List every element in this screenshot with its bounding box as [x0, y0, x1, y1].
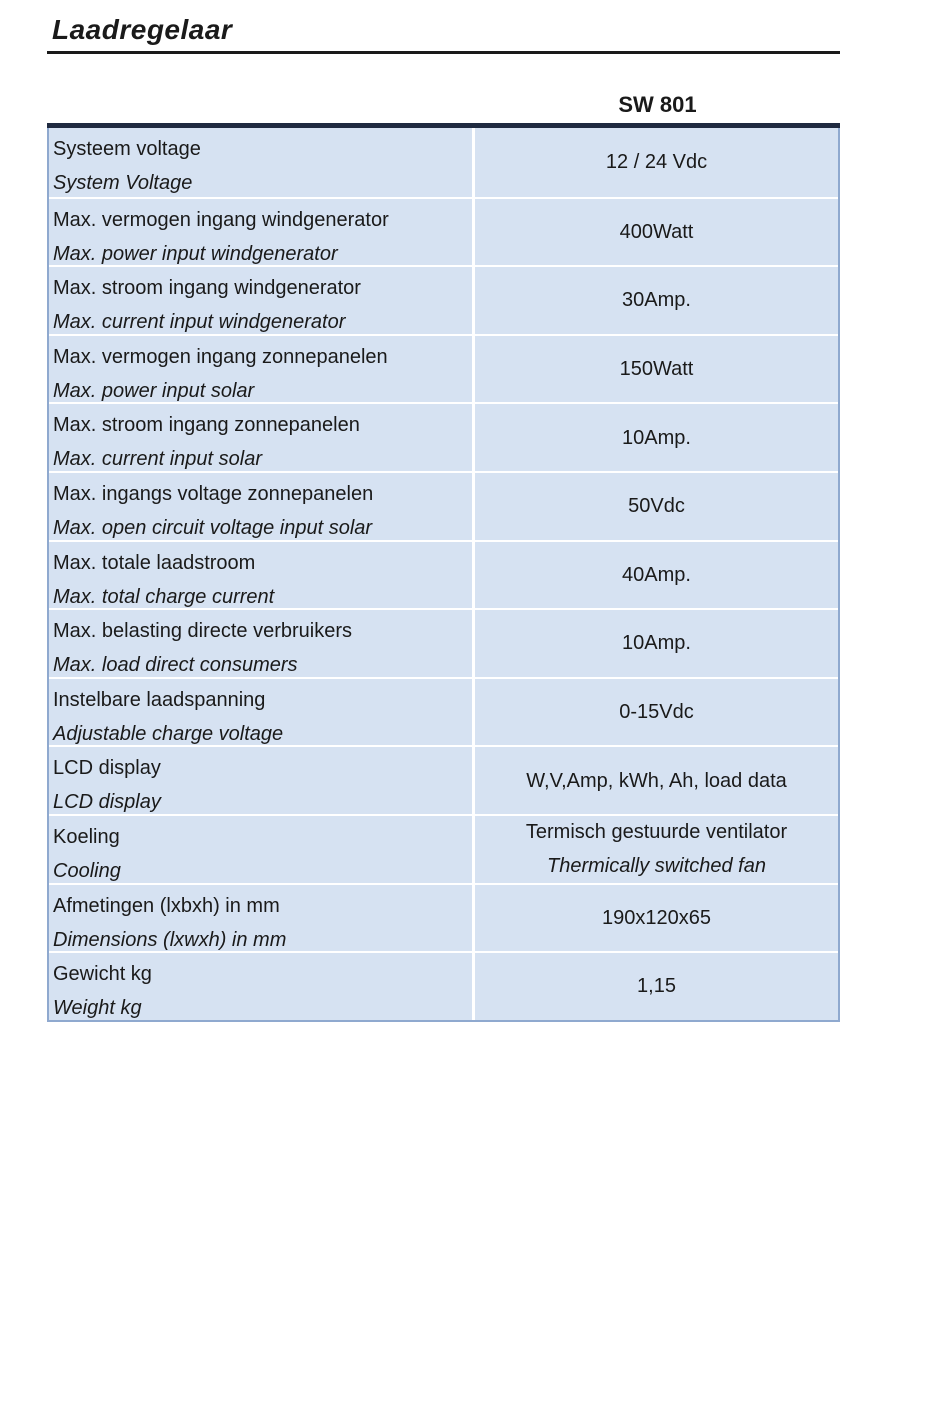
table-row [49, 883, 838, 952]
spec-label [49, 679, 475, 746]
spec-label-en: Adjustable charge voltage [53, 722, 284, 745]
spec-value-text: 400Watt [619, 220, 694, 243]
spec-value [475, 473, 838, 540]
spec-label [49, 199, 475, 266]
spec-label-nl: Systeem voltage [53, 138, 201, 160]
table-row [49, 402, 838, 471]
table-row [49, 814, 838, 883]
spec-table [47, 128, 840, 1022]
spec-label [49, 747, 475, 814]
table-row [49, 334, 838, 403]
page-title: Laadregelaar [52, 14, 233, 45]
spec-label-en: Max. power input solar [53, 379, 255, 402]
spec-label-nl: Afmetingen (lxbxh) in mm [53, 894, 280, 917]
table-row [49, 608, 838, 677]
spec-label-nl: LCD display [53, 757, 161, 780]
spec-value-text: 50Vdc [628, 495, 685, 518]
spec-label-nl: Max. ingangs voltage zonnepanelen [53, 482, 374, 505]
spec-label [49, 885, 475, 952]
spec-label-en: Max. load direct consumers [53, 654, 298, 677]
column-header-model: SW 801 [618, 92, 697, 117]
spec-value [475, 953, 838, 1020]
spec-value-text: 30Amp. [622, 289, 691, 312]
table-row [49, 128, 838, 197]
spec-value-text: Termisch gestuurde ventilator [525, 821, 788, 844]
spec-label-nl: Gewicht kg [53, 963, 152, 986]
spec-value [475, 199, 838, 266]
spec-label-nl: Koeling [53, 825, 120, 848]
spec-label-nl: Max. vermogen ingang windgenerator [53, 208, 389, 231]
spec-label-en: LCD display [53, 791, 161, 814]
spec-label-nl: Max. totale laadstroom [53, 551, 256, 574]
spec-value [475, 542, 838, 609]
table-row [49, 745, 838, 814]
spec-label-en: Cooling [53, 859, 121, 882]
spec-label-nl: Max. stroom ingang zonnepanelen [53, 414, 360, 437]
spec-value [475, 679, 838, 746]
spec-label-nl: Max. stroom ingang windgenerator [53, 277, 361, 300]
spec-label [49, 610, 475, 677]
spec-value [475, 885, 838, 952]
spec-value-text: 190x120x65 [602, 906, 711, 929]
spec-value-text: 12 / 24 Vdc [605, 151, 708, 174]
spec-label-en: Max. current input solar [53, 448, 262, 471]
spec-label-en: System Voltage [53, 172, 193, 194]
spec-value-text: 10Amp. [622, 632, 691, 655]
spec-value-text: 40Amp. [622, 563, 691, 586]
spec-value-text: 10Amp. [622, 426, 691, 449]
spec-label [49, 128, 475, 197]
spec-label-nl: Max. belasting directe verbruikers [53, 620, 353, 643]
table-row [49, 265, 838, 334]
spec-value-text: 150Watt [619, 358, 694, 381]
spec-value-text: 0-15Vdc [619, 701, 694, 724]
table-row [49, 677, 838, 746]
spec-label-en: Max. power input windgenerator [53, 242, 338, 265]
spec-label-en: Max. current input windgenerator [53, 311, 346, 334]
spec-label-en: Weight kg [53, 997, 142, 1020]
spec-label-en: Max. open circuit voltage input solar [53, 516, 373, 539]
spec-value [475, 747, 838, 814]
spec-label [49, 336, 475, 403]
spec-label-nl: Instelbare laadspanning [53, 688, 266, 711]
spec-value-text-en: Thermically switched fan [547, 855, 766, 878]
spec-value [475, 267, 838, 334]
spec-value [475, 336, 838, 403]
spec-value [475, 404, 838, 471]
spec-label [49, 404, 475, 471]
title-divider [47, 51, 840, 54]
spec-value-text: W,V,Amp, kWh, Ah, load data [526, 769, 787, 792]
spec-label [49, 473, 475, 540]
spec-value [475, 610, 838, 677]
spec-label-en: Max. total charge current [53, 585, 275, 608]
table-row [49, 471, 838, 540]
table-row [49, 197, 838, 266]
spec-label [49, 953, 475, 1020]
spec-label [49, 267, 475, 334]
table-row [49, 951, 838, 1020]
spec-label-nl: Max. vermogen ingang zonnepanelen [53, 345, 388, 368]
spec-label [49, 816, 475, 883]
table-row [49, 540, 838, 609]
spec-value-text: 1,15 [637, 975, 676, 998]
spec-label-en: Dimensions (lxwxh) in mm [53, 928, 287, 951]
spec-label [49, 542, 475, 609]
spec-value [475, 128, 838, 197]
spec-value [475, 816, 838, 883]
